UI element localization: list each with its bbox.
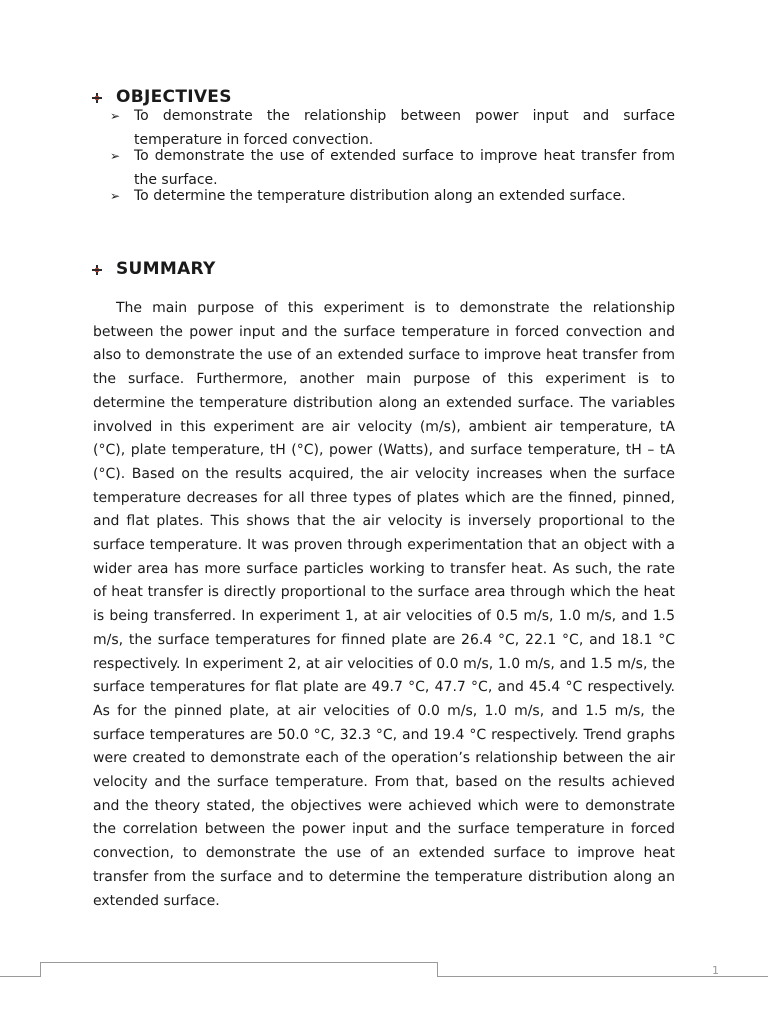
summary-paragraph: The main purpose of this experiment is to demonstrate the relationship between the power input and the surface temperature in forced convection and also to demonstrate the use of an extended surface to improve heat transfer from the surface. Furthermore, another main purpose of this experiment is to determine the temperature distribution along an extended surface. The variables involved in this experiment are air velocity (m/s), ambient air temperature, tA (°C), plate temperature, tH (°C), power (Watts), and surface temperature, tH – tA (°C). Based on the results acquired, the air velocity increases when the surface temperature decreases for all three types of plates which are the finned, pinned, and flat plates. This shows that the air velocity is inversely proportional to the surface temperature. It was proven through experimentation that an object with a wider area has more surface particles working to transfer heat. As such, the rate of heat transfer is directly proportional to the surface area through which the heat is being transferred. In experiment 1, at air velocities of 0.5 m/s, 1.0 m/s, and 1.5 m/s, the surface temperatures for finned plate are 26.4 °C, 22.1 °C, and 18.1 °C respectively. In experiment 2, at air velocities of 0.0 m/s, 1.0 m/s, and 1.5 m/s, the surface temperatures for flat plate are 49.7 °C, 47.7 °C, and 45.4 °C respectively. As for the pinned plate, at air velocities of 0.0 m/s, 1.0 m/s, and 1.5 m/s, the surface temperatures are 50.0 °C, 32.3 °C, and 19.4 °C respectively. Trend graphs were created to demonstrate each of the operation’s relationship between the air velocity and the surface temperature. From that, based on the results achieved and the theory stated, the objectives were achieved which were to demonstrate the correlation between the power input and the surface temperature in forced convection, to demonstrate the use of an extended surface to improve heat transfer from the surface and to determine the temperature distribution along an extended surface. xyxy=(93,300,675,909)
objectives-title: OBJECTIVES xyxy=(116,87,232,107)
objective-text: To demonstrate the relationship between power input and surface temperature in forced convection. xyxy=(134,108,675,148)
objectives-list xyxy=(110,104,675,204)
bullet-star-icon xyxy=(92,93,102,103)
summary-heading xyxy=(92,259,216,279)
bullet-star-icon xyxy=(92,265,102,275)
objective-text: To demonstrate the use of extended surface to improve heat transfer from the surface. xyxy=(134,148,675,188)
footer-box xyxy=(40,962,438,977)
objective-text: To determine the temperature distribution along an extended surface. xyxy=(134,188,626,204)
arrow-bullet-icon: ➢ xyxy=(110,109,121,123)
arrow-bullet-icon: ➢ xyxy=(110,189,121,203)
summary-title: SUMMARY xyxy=(116,259,216,279)
page-number: 1 xyxy=(712,964,719,977)
objective-item xyxy=(110,184,675,208)
arrow-bullet-icon: ➢ xyxy=(110,149,121,163)
